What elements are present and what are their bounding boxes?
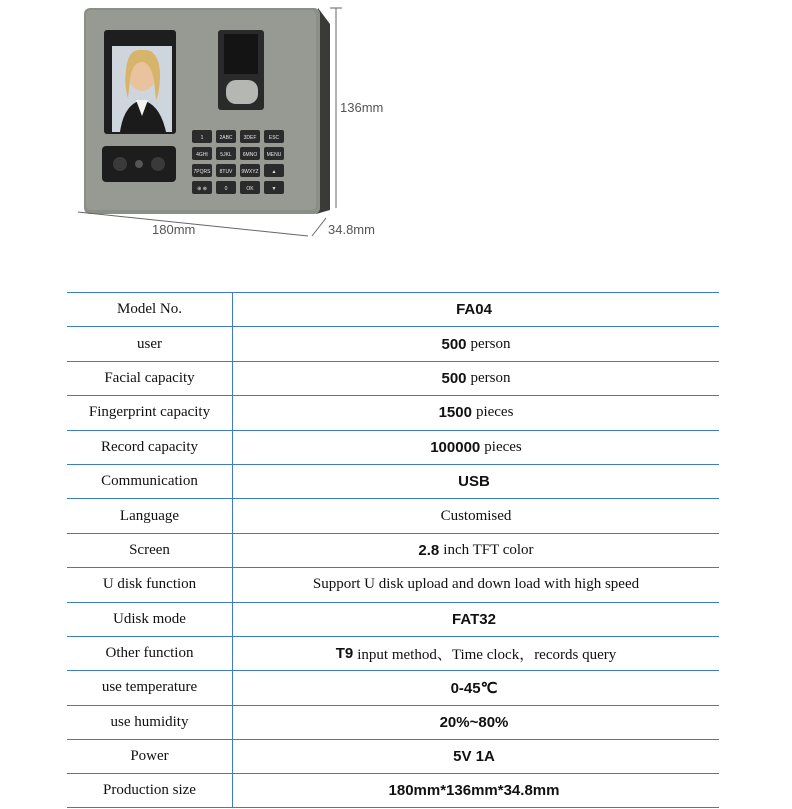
spec-value-bold: 20%~80% xyxy=(439,713,509,731)
spec-value-bold: 500 xyxy=(441,369,467,387)
spec-value xyxy=(233,465,719,498)
spec-label: Other function xyxy=(67,637,233,670)
spec-value-text: person xyxy=(470,369,511,386)
spec-value xyxy=(233,568,719,601)
spec-row xyxy=(67,292,719,326)
spec-row xyxy=(67,395,719,429)
spec-value-bold: 2.8 xyxy=(418,541,440,559)
keypad-key-label: MENU xyxy=(266,152,282,158)
spec-row xyxy=(67,773,719,807)
spec-value-text: Support U disk upload and down load with high speed xyxy=(312,576,640,593)
keypad-key-label: 7PQRS xyxy=(193,169,211,175)
spec-row xyxy=(67,464,719,498)
spec-label: use temperature xyxy=(67,671,233,704)
spec-label: Fingerprint capacity xyxy=(67,396,233,429)
spec-value-text: pieces xyxy=(475,404,514,421)
spec-label: Screen xyxy=(67,534,233,567)
spec-label: Record capacity xyxy=(67,431,233,464)
keypad-key-label: 3DEF xyxy=(243,135,257,141)
spec-label: use humidity xyxy=(67,706,233,739)
spec-value xyxy=(233,396,719,429)
spec-value-text: Customised xyxy=(440,507,512,524)
spec-value-text: input method、Time clock，records query xyxy=(357,647,617,664)
keypad-key-label: 5JKL xyxy=(220,152,232,158)
spec-value xyxy=(233,637,719,670)
spec-row xyxy=(67,739,719,773)
spec-table xyxy=(67,292,719,808)
device-illustration xyxy=(0,0,792,270)
spec-value xyxy=(233,534,719,567)
keypad-key-label: 1 xyxy=(200,135,204,141)
spec-row xyxy=(67,533,719,567)
keypad-key-label: 0 xyxy=(224,186,228,192)
spec-value xyxy=(233,499,719,532)
depth-dimension: 34.8mm xyxy=(328,222,375,237)
keypad-key-label: 4GHI xyxy=(196,152,208,158)
spec-value xyxy=(233,740,719,773)
spec-value xyxy=(233,431,719,464)
spec-value-bold: FA04 xyxy=(456,301,492,319)
height-dimension: 136mm xyxy=(340,100,384,115)
spec-row xyxy=(67,567,719,601)
product-image xyxy=(0,0,792,270)
spec-value xyxy=(233,362,719,395)
spec-value xyxy=(233,327,719,360)
spec-label: Facial capacity xyxy=(67,362,233,395)
spec-value-bold: 1500 xyxy=(438,404,472,422)
spec-value-bold: USB xyxy=(458,473,490,491)
spec-value-text: inch TFT color xyxy=(443,541,534,558)
spec-value-bold: 500 xyxy=(441,335,467,353)
keypad-key-label: ▲ xyxy=(271,169,277,175)
spec-label: Model No. xyxy=(67,293,233,326)
keypad-key-label: 6MNO xyxy=(242,152,258,158)
spec-row xyxy=(67,670,719,704)
spec-row xyxy=(67,602,719,636)
spec-label: Production size xyxy=(67,774,233,806)
keypad-key-label: 9WXYZ xyxy=(241,169,259,175)
spec-label: Language xyxy=(67,499,233,532)
keypad-key-label: ⊕ ⊗ xyxy=(197,186,207,192)
spec-value-bold: T9 xyxy=(335,645,354,663)
keypad-key-label: 2ABC xyxy=(219,135,233,141)
spec-label: user xyxy=(67,327,233,360)
spec-value xyxy=(233,706,719,739)
keypad-key-label: 8TUV xyxy=(219,169,233,175)
spec-value-bold: 5V 1A xyxy=(453,748,495,766)
spec-value xyxy=(233,774,719,806)
spec-row xyxy=(67,326,719,360)
spec-row xyxy=(67,361,719,395)
spec-label: Power xyxy=(67,740,233,773)
spec-value-text: pieces xyxy=(484,438,522,455)
spec-value-bold: 100000 xyxy=(430,438,481,456)
keypad-key-label: OK xyxy=(246,186,254,192)
spec-label: U disk function xyxy=(67,568,233,601)
spec-value-bold: FAT32 xyxy=(452,610,496,628)
spec-row xyxy=(67,705,719,739)
spec-row xyxy=(67,498,719,532)
keypad-key-label: ▼ xyxy=(271,186,277,192)
spec-value-text: person xyxy=(470,335,511,352)
width-dimension: 180mm xyxy=(152,222,196,237)
spec-label: Udisk mode xyxy=(67,603,233,636)
spec-value xyxy=(233,293,719,326)
spec-value xyxy=(233,671,719,704)
keypad-key-label: ESC xyxy=(268,135,280,141)
spec-value-bold: 0-45℃ xyxy=(450,679,498,697)
spec-label: Communication xyxy=(67,465,233,498)
spec-value xyxy=(233,603,719,636)
spec-row xyxy=(67,430,719,464)
spec-row xyxy=(67,636,719,670)
spec-value-bold: 180mm*136mm*34.8mm xyxy=(388,782,560,800)
